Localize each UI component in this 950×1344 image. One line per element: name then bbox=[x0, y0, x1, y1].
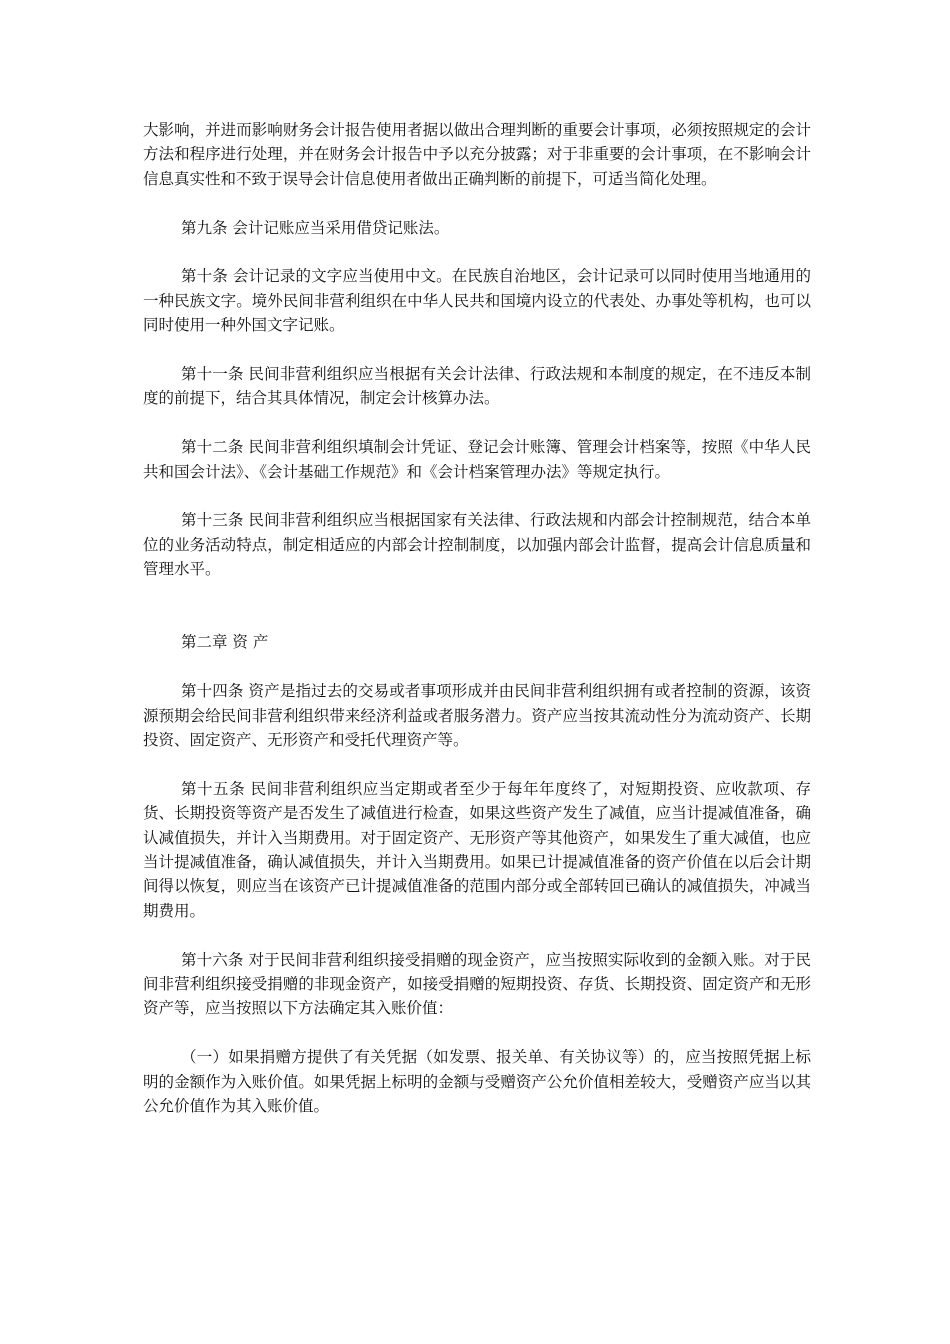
article-16-item-1: （一）如果捐赠方提供了有关凭据（如发票、报关单、有关协议等）的，应当按照凭据上标明的金额作为入账价值。如果凭据上标明的金额与受赠资产公允价值相差较大，受赠资产应当以其公允价值作为其入账价值。 bbox=[143, 1048, 811, 1116]
article-15: 第十五条 民间非营利组织应当定期或者至少于每年年度终了，对短期投资、应收款项、存货、长期投资等资产是否发生了减值进行检查，如果这些资产发生了减值，应当计提减值准备，确认减值损失，并计入当期费用。对于固定资产、无形资产等其他资产，如果发生了重大减值，也应当计提减值准备，确认减值损失，并计入当期费用。如果已计提减值准备的资产价值在以后会计期间得以恢复，则应当在该资产已计提减值准备的范围内部分或全部转回已确认的减值损失，冲减当期费用。 bbox=[143, 779, 811, 920]
article-10: 第十条 会计记录的文字应当使用中文。在民族自治地区，会计记录可以同时使用当地通用的一种民族文字。境外民间非营利组织在中华人民共和国境内设立的代表处、办事处等机构，也可以同时使用一种外国文字记账。 bbox=[143, 267, 811, 335]
article-13: 第十三条 民间非营利组织应当根据国家有关法律、行政法规和内部会计控制规范，结合本单位的业务活动特点，制定相适应的内部会计控制制度，以加强内部会计监督，提高会计信息质量和管理水平。 bbox=[143, 511, 811, 579]
chapter-heading: 第二章 资 产 bbox=[181, 633, 269, 652]
article-14: 第十四条 资产是指过去的交易或者事项形成并由民间非营利组织拥有或者控制的资源，该资源预期会给民间非营利组织带来经济利益或者服务潜力。资产应当按其流动性分为流动资产、长期投资、固定资产、无形资产和受托代理资产等。 bbox=[143, 682, 811, 750]
article-11: 第十一条 民间非营利组织应当根据有关会计法律、行政法规和本制度的规定，在不违反本制度的前提下，结合其具体情况，制定会计核算办法。 bbox=[143, 365, 811, 408]
article-12: 第十二条 民间非营利组织填制会计凭证、登记会计账簿、管理会计档案等，按照《中华人民共和国会计法》、《会计基础工作规范》和《会计档案管理办法》等规定执行。 bbox=[143, 438, 811, 481]
article-16: 第十六条 对于民间非营利组织接受捐赠的现金资产，应当按照实际收到的金额入账。对于民间非营利组织接受捐赠的非现金资产，如接受捐赠的短期投资、存货、长期投资、固定资产和无形资产等，应当按照以下方法确定其入账价值： bbox=[143, 950, 811, 1018]
paragraph-continuation: 大影响，并进而影响财务会计报告使用者据以做出合理判断的重要会计事项，必须按照规定的会计方法和程序进行处理，并在财务会计报告中予以充分披露；对于非重要的会计事项，在不影响会计信息真实性和不致于误导会计信息使用者做出正确判断的前提下，可适当简化处理。 bbox=[143, 121, 811, 188]
document-body bbox=[143, 118, 811, 1143]
article-9: 第九条 会计记账应当采用借贷记账法。 bbox=[181, 218, 450, 237]
